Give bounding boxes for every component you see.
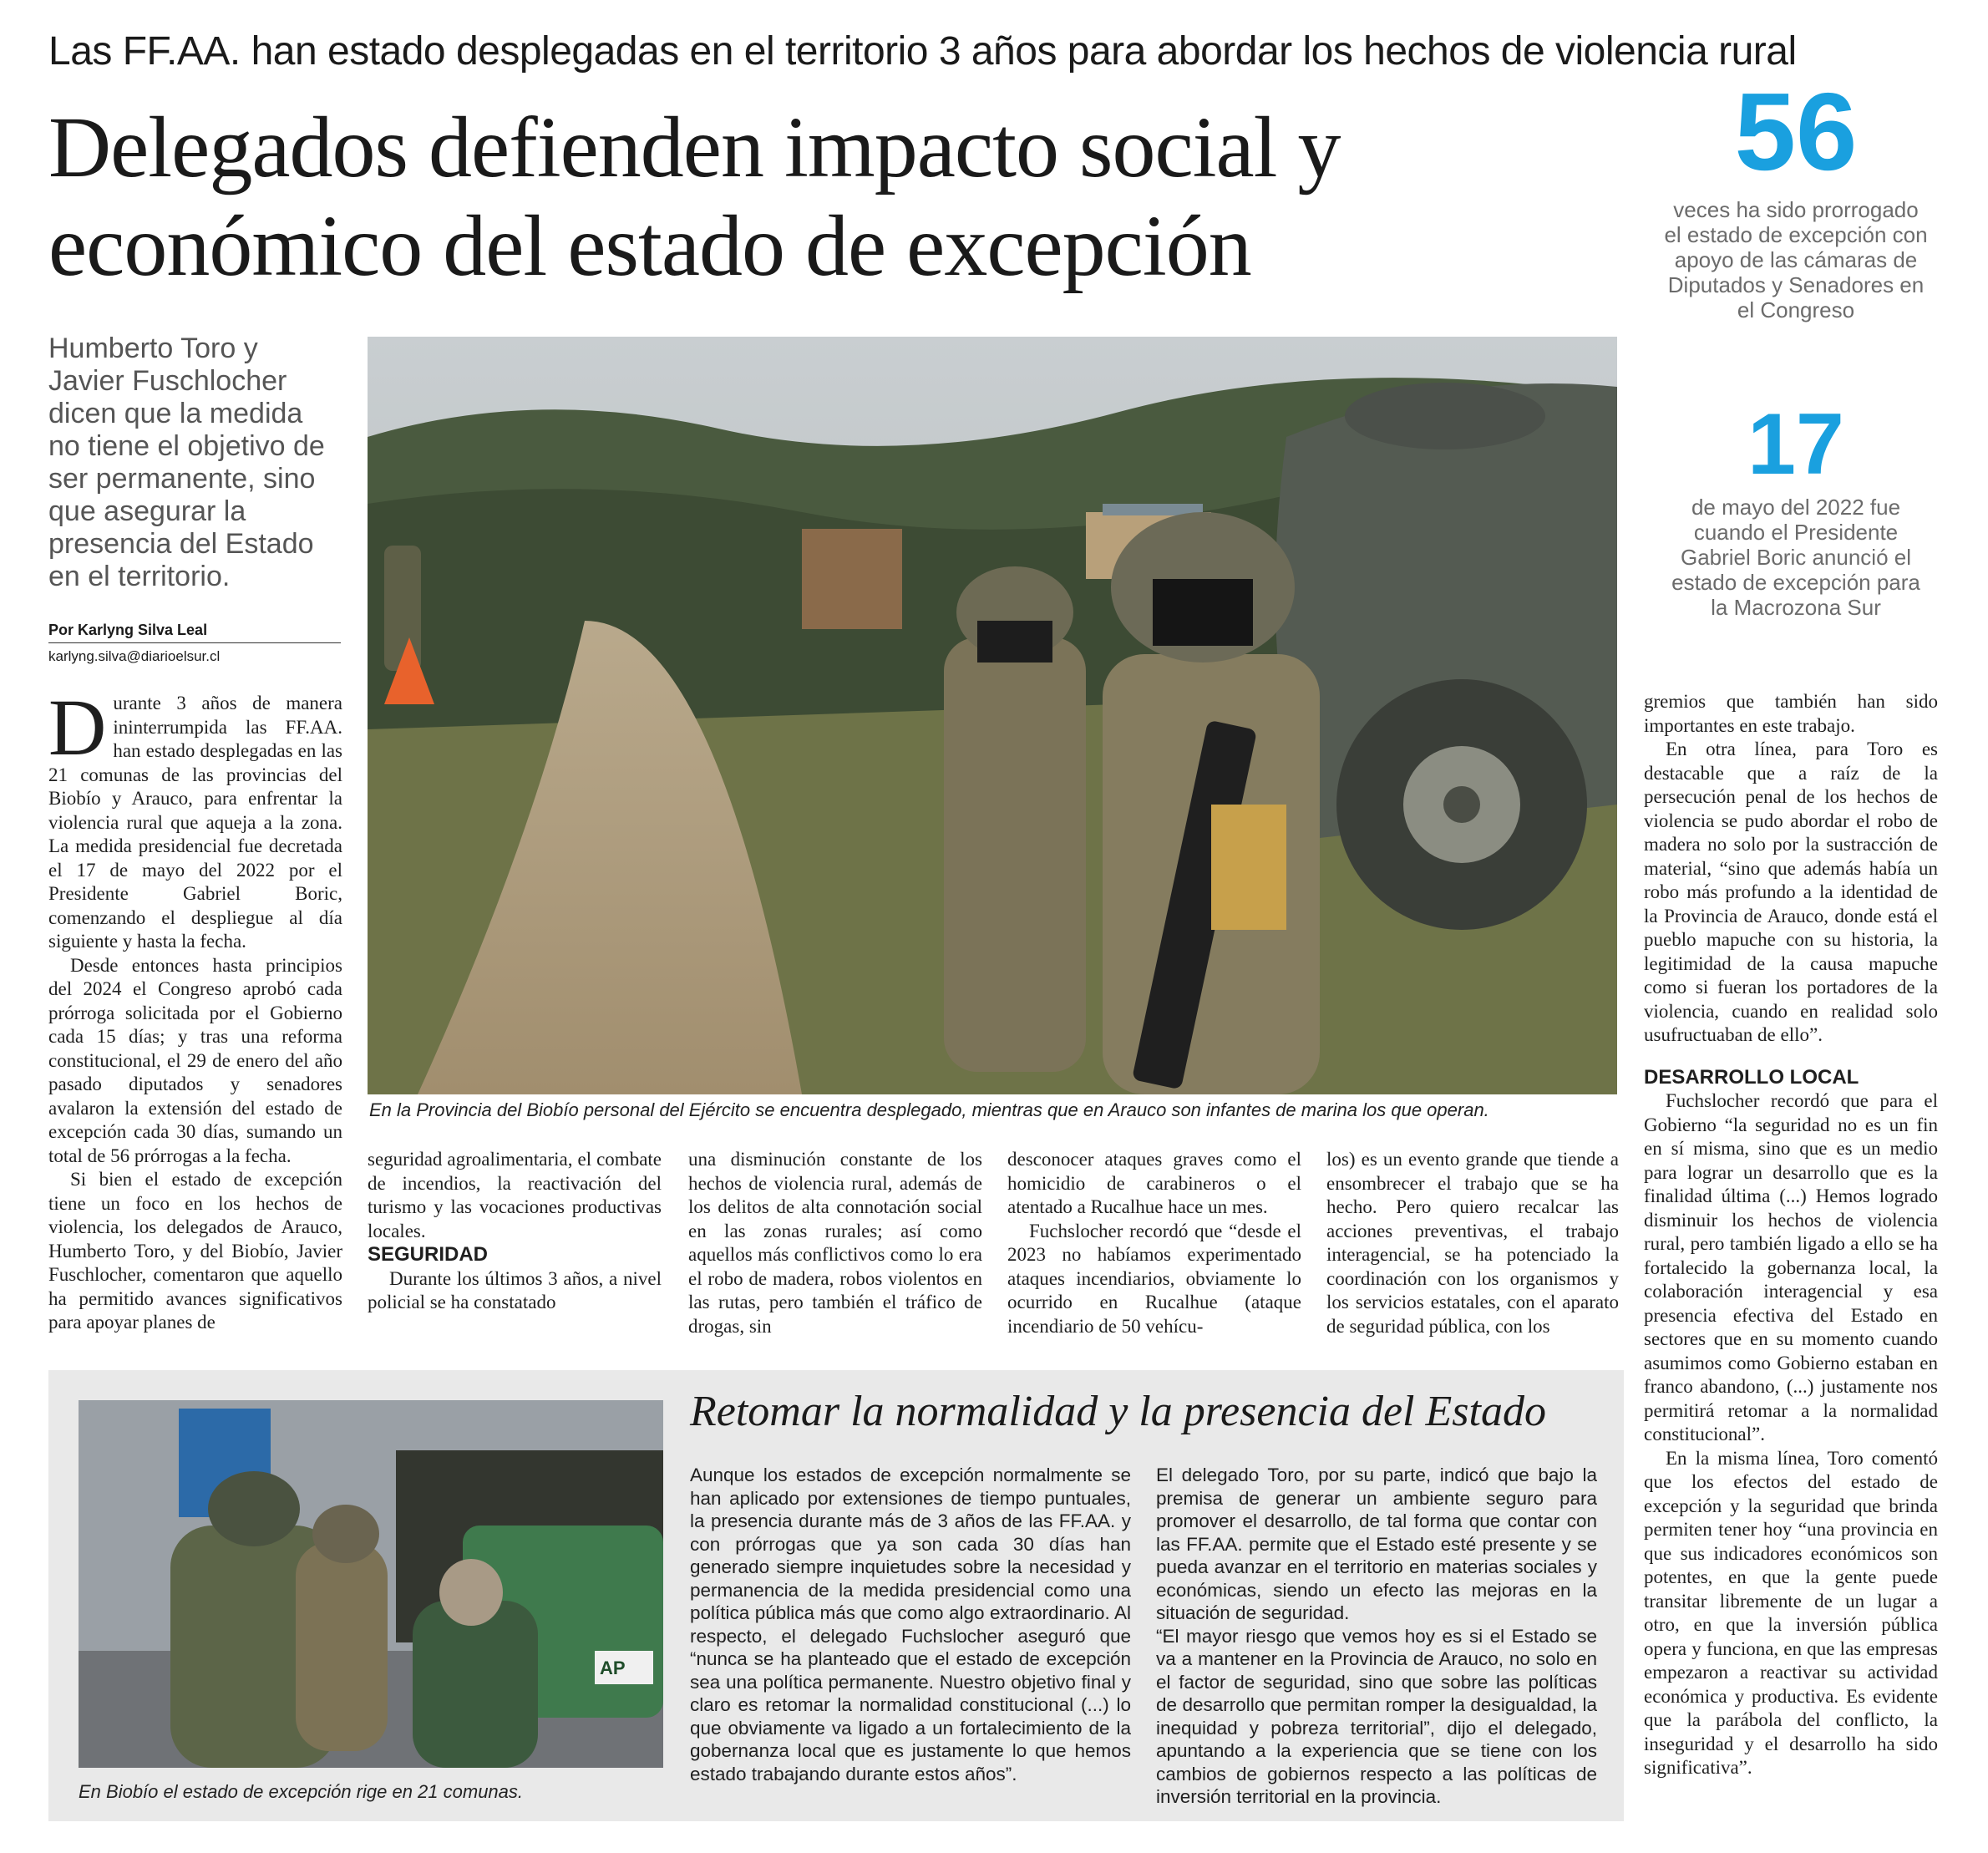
stat-line: Diputados y Senadores en [1667, 272, 1925, 297]
byline [48, 622, 341, 665]
paragraph: desconocer ataques graves como el homicidio de carabineros o el atentado a Rucalhue hace un mes. [1007, 1149, 1301, 1217]
box-photo [79, 1400, 663, 1768]
paragraph: gremios que también han sido importantes en este trabajo. [1644, 691, 1938, 736]
lede: Humberto Toro y Javier Fuschlocher dicen que la medida no tiene el objetivo de ser permanente, sino que asegurar la presencia del Estado en el territorio. [48, 333, 325, 592]
paragraph: Durante los últimos 3 años, a nivel policial se ha constatado [368, 1267, 662, 1312]
stat-56 [1637, 70, 1955, 322]
main-photo-caption: En la Provincia del Biobío personal del Ejército se encuentra desplegado, mientras que en Arauco son infantes de marina los que operan. [369, 1099, 1489, 1120]
vehicle-plate-text: AP [600, 1658, 626, 1678]
stat-line: estado de excepción para [1671, 570, 1920, 595]
byline-email: karlyng.silva@diarioelsur.cl [48, 648, 221, 664]
paragraph [48, 683, 342, 954]
paragraph: En otra línea, para Toro es destacable que a raíz de la persecución penal de los hechos de violencia se pudo abordar el robo de madera no solo por la sustracción de material, “sino que además había un robo más profundo a la identidad de la Provincia de Arauco, donde está el pueblo mapuche con su historia, la legitimidad de la causa mapuche como si fueran los portadores de la violencia, cuando en realidad solo usufructuaban de ello”. [1644, 739, 1938, 1045]
main-photo-illustration [368, 337, 1617, 1094]
box-column-1 [690, 1464, 1131, 1785]
stat-line: la Macrozona Sur [1711, 595, 1881, 620]
section-subhead-desarrollo-local: DESARROLLO LOCAL [1644, 1065, 1859, 1089]
article-column-2 [368, 1148, 662, 1315]
paragraph: En la misma línea, Toro comentó que los efectos del estado de excepción y la seguridad que brinda permiten tener hoy “una provincia en que sus indicadores económicos son potentes, en que la gente puede transitar libremente de un lugar a otro, en que la inversión pública opera y funciona, en que las empresas empezaron a reactivar su actividad económica y productiva. Es evidente que la parábola del conflicto, la inseguridad y el desarrollo ha sido significativa”. [1644, 1447, 1938, 1778]
stat-number: 56 [1734, 70, 1858, 193]
box-photo-illustration [79, 1400, 663, 1768]
paragraph: Si bien el estado de excepción tiene un foco en los hechos de violencia, los delegados de Arauco, Humberto Toro, y del Biobío, Javier Fuschlocher, comentaron que aquello ha permitido avances significativos para apoyar planes de [48, 1169, 342, 1333]
kicker: Las FF.AA. han estado desplegadas en el territorio 3 años para abordar los hechos de violencia rural [48, 29, 1797, 74]
article-column-right [1644, 690, 1938, 1780]
main-photo [368, 337, 1617, 1094]
box-column-2 [1156, 1464, 1597, 1809]
stat-line: apoyo de las cámaras de [1674, 247, 1918, 272]
paragraph: Aunque los estados de excepción normalmente se han aplicado por extensiones de tiempo puntuales, la presencia durante más de 3 años de las FF.AA. y con prórrogas que ya son cada 30 días han generado siempre inquietudes sobre la necesidad y permanencia de la medida presidencial como una política pública más que como algo extraordinario. Al respecto, el delegado Fuchslocher aseguró que “nunca se ha planteado que el estado de excepción sea una política permanente. Nuestro objetivo final y claro es retomar la normalidad constitucional (...) lo que obviamente va ligado a un fortalecimiento de la gobernanza local que es justamente lo que hemos estado trabajando durante estos años”. [690, 1465, 1131, 1784]
byline-name: Por Karlyng Silva Leal [48, 622, 341, 643]
stat-line: el estado de excepción con [1664, 222, 1928, 247]
stat-number: 17 [1747, 396, 1844, 493]
headline-line-1: Delegados defienden impacto social y [48, 99, 1341, 195]
stat-line: de mayo del 2022 fue [1691, 495, 1901, 520]
stat-line: veces ha sido prorrogado [1673, 197, 1919, 222]
paragraph: Fuchslocher recordó que para el Gobierno “la seguridad no es un fin en sí misma, sino que es un medio para lograr un desarrollo que es la finalidad última (...) Hemos logrado disminuir los hechos de violencia rural, pero también ligado a ello se ha fortalecido la gobernanza local, la colaboración interagencial y esa presencia efectiva del Estado en sectores que en su momento cuando asumimos como Gobierno estaban en franco abandono, (...) justamente nos permitirá retomar a la normalidad constitucional”. [1644, 1090, 1938, 1444]
paragraph: “El mayor riesgo que vemos hoy es si el Estado se va a mantener en la Provincia de Arauco, no solo en el factor de seguridad, sino que sobre las políticas de desarrollo que permitan romper la desigualdad, la inequidad y pobreza territorial”, dijo el delegado, apuntando a la experiencia que se tiene con los cambios de gobiernos respecto a las políticas de inversión territorial en la provincia. [1156, 1625, 1597, 1807]
article-column-1 [48, 683, 342, 1335]
paragraph: Desde entonces hasta principios del 2024 el Congreso aprobó cada prórroga solicitada por el Gobierno cada 15 días; y tras una reforma constitucional, el 29 de enero del año pasado diputados y senadores avalaron la extensión del estado de excepción cada 30 días, sumando un total de 56 prórrogas a la fecha. [48, 954, 342, 1166]
box-photo-caption: En Biobío el estado de excepción rige en 21 comunas. [79, 1781, 524, 1802]
stat-line: cuando el Presidente [1693, 520, 1899, 545]
box-title: Retomar la normalidad y la presencia del Estado [690, 1388, 1546, 1435]
headline [48, 99, 1619, 296]
stat-line: el Congreso [1737, 297, 1855, 322]
paragraph: Fuchslocher recordó que “desde el 2023 no habíamos experimentado ataques incendiarios, obviamente lo ocurrido en Rucalhue (ataque incendiario de 50 vehícu- [1007, 1220, 1301, 1337]
paragraph: El delegado Toro, por su parte, indicó que bajo la premisa de generar un ambiente seguro para promover el desarrollo, de tal forma que contar con las FF.AA. permite que el Estado esté presente y se pueda avanzar en el territorio en materias sociales y económicas, siendo un efecto las mejoras en la situación de seguridad. [1156, 1465, 1597, 1623]
paragraph: seguridad agroalimentaria, el combate de incendios, la reactivación del turismo y las vocaciones productivas locales. [368, 1149, 662, 1241]
paragraph: los) es un evento grande que tiende a ensombrecer el trabajo que se ha hecho. Pero quiero recalcar las acciones preventivas, el trabajo interagencial, se ha potenciado la coordinación con los organismos y los servicios estatales, con el aparato de seguridad pública, con los [1326, 1149, 1619, 1337]
paragraph: una disminución constante de los hechos de violencia rural, además de los delitos de alta connotación social en las zonas rurales; así como aquellos más conflictivos como lo era el robo de madera, robos violentos en las rutas, pero también el tráfico de drogas, sin [688, 1149, 982, 1337]
stat-text [1637, 197, 1955, 322]
stat-text [1637, 495, 1955, 620]
article-column-5 [1326, 1148, 1619, 1338]
section-subhead-seguridad: SEGURIDAD [368, 1243, 489, 1266]
article-column-4 [1007, 1148, 1301, 1338]
drop-cap: D [48, 683, 107, 772]
article-column-3 [688, 1148, 982, 1338]
stat-line: Gabriel Boric anunció el [1680, 545, 1912, 570]
headline-line-2: económico del estado de excepción [48, 198, 1251, 294]
stat-17 [1637, 396, 1955, 620]
paragraph-text: urante 3 años de manera ininterrumpida las FF.AA. han estado desplegadas en las 21 comunas de las provincias del Biobío y Arauco, para enfrentar la violencia rural que aqueja a la zona. La medida presidencial fue decretada el 17 de mayo del 2022 por el Presidente Gabriel Boric, comenzando el despliegue al día siguiente y hasta la fecha. [48, 693, 342, 952]
